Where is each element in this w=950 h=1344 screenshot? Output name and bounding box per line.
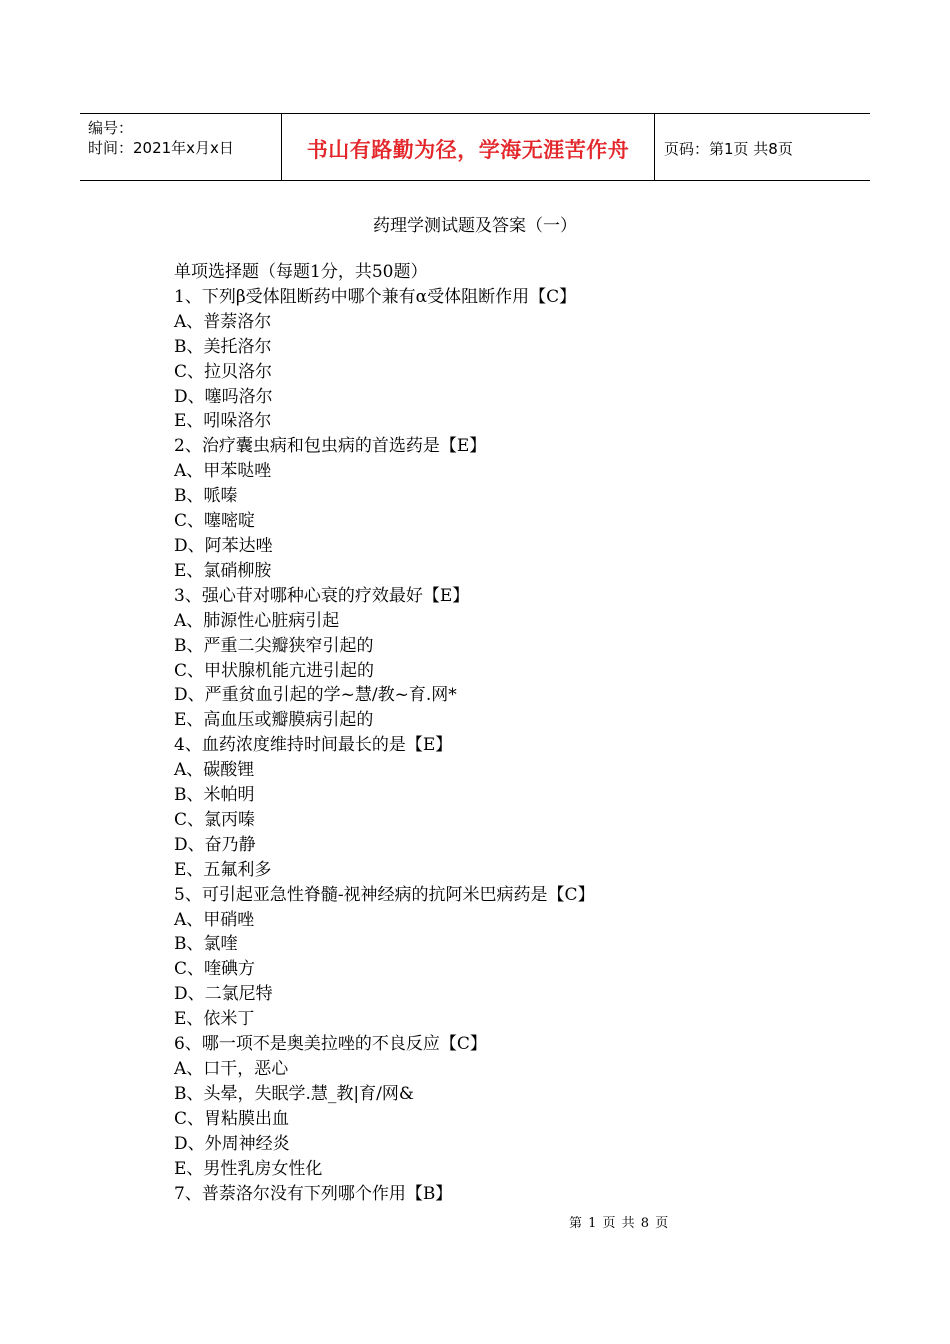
text-line: B、头晕，失眠学.慧_教|育/网& (174, 1083, 414, 1104)
text-line: B、严重二尖瓣狭窄引起的 (174, 635, 374, 656)
text-line: E、五氟利多 (174, 859, 272, 880)
text-line: C、胃粘膜出血 (174, 1108, 290, 1129)
text-line: A、普萘洛尔 (174, 311, 272, 332)
text-line: C、甲状腺机能亢进引起的 (174, 660, 375, 681)
time-label: 时间：2021年x月x日 (88, 139, 234, 157)
header-motto: 书山有路勤为径，学海无涯苦作舟 (306, 138, 630, 162)
text-line: C、喹碘方 (174, 959, 256, 980)
text-line: 2、治疗囊虫病和包虫病的首选药是【E】 (174, 436, 487, 457)
page-header (80, 113, 870, 181)
text-line: A、甲苯哒唑 (174, 461, 272, 482)
text-line: 3、强心苷对哪种心衰的疗效最好【E】 (174, 585, 470, 606)
text-line: 4、血药浓度维持时间最长的是【E】 (174, 735, 453, 756)
text-line: 7、普萘洛尔没有下列哪个作用【B】 (174, 1183, 453, 1204)
header-divider (654, 114, 655, 180)
text-line: A、甲硝唑 (174, 909, 255, 930)
text-line: B、氯喹 (174, 934, 238, 955)
text-line: A、肺源性心脏病引起 (174, 610, 340, 631)
number-label: 编号： (88, 119, 134, 137)
text-line: E、吲哚洛尔 (174, 411, 272, 432)
text-line: B、米帕明 (174, 785, 255, 806)
question-list (174, 260, 595, 1206)
text-line: D、外周神经炎 (174, 1133, 290, 1154)
text-line: B、哌嗪 (174, 486, 238, 507)
text-line: 5、可引起亚急性脊髓-视神经病的抗阿米巴病药是【C】 (174, 884, 595, 905)
text-line: E、氯硝柳胺 (174, 560, 272, 581)
text-line: D、二氯尼特 (174, 984, 273, 1005)
text-line: A、口干，恶心 (174, 1059, 289, 1079)
text-line: A、碳酸锂 (174, 760, 255, 781)
text-line: D、奋乃静 (174, 834, 256, 855)
text-line: E、高血压或瓣膜病引起的 (174, 710, 374, 731)
text-line: C、氯丙嗪 (174, 809, 256, 830)
text-line: 单项选择题（每题1分，共50题） (174, 262, 428, 282)
text-line: C、噻嘧啶 (174, 511, 256, 532)
text-line: E、男性乳房女性化 (174, 1158, 323, 1179)
text-line: D、严重贫血引起的学~慧/教~育.网* (174, 685, 457, 706)
text-line: C、拉贝洛尔 (174, 361, 273, 382)
document-title: 药理学测试题及答案（一） (373, 216, 577, 236)
header-page-info: 页码：第1页 共8页 (664, 140, 793, 158)
text-line: D、阿苯达唑 (174, 535, 273, 556)
page-footer: 第 1 页 共 8 页 (569, 1216, 670, 1231)
text-line: E、依米丁 (174, 1009, 255, 1030)
text-line: B、美托洛尔 (174, 336, 272, 357)
text-line: D、噻吗洛尔 (174, 386, 273, 407)
text-line: 6、哪一项不是奥美拉唑的不良反应【C】 (174, 1034, 487, 1055)
text-line: 1、下列β受体阻断药中哪个兼有α受体阻断作用【C】 (174, 286, 577, 307)
header-meta (88, 118, 234, 158)
